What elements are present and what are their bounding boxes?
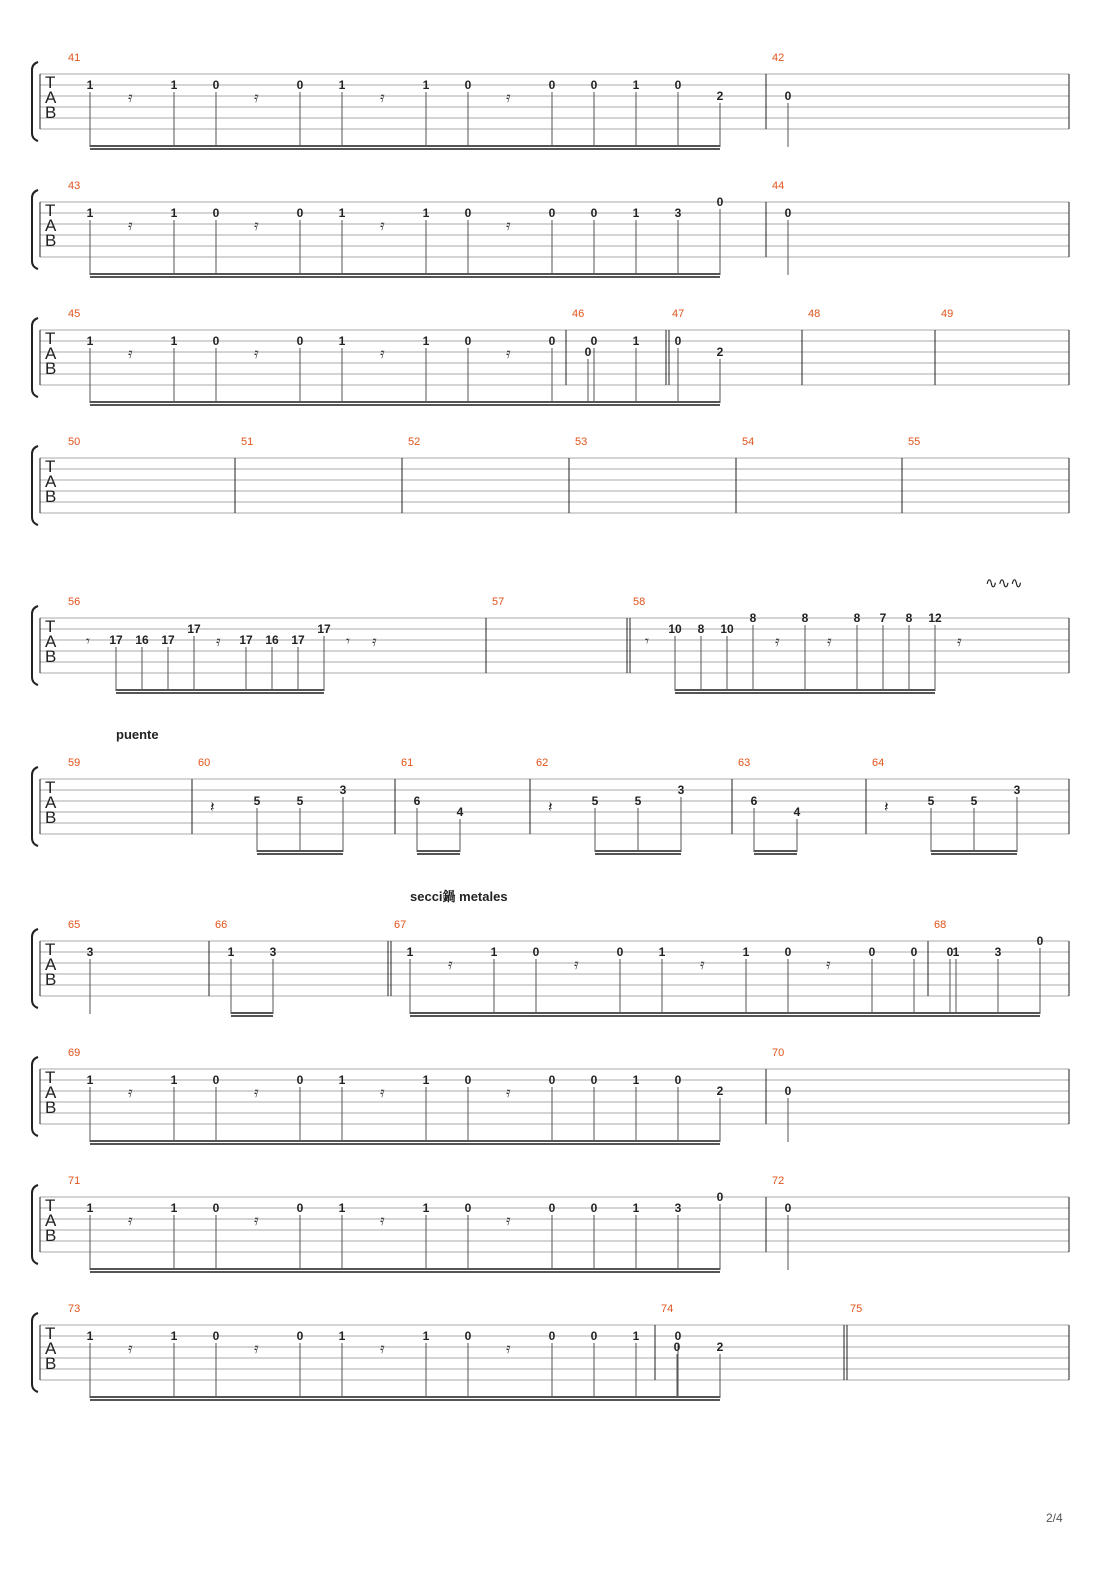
measure-number: 56 xyxy=(68,596,81,608)
measure-number: 71 xyxy=(68,1175,81,1187)
sixteenth-rest: 𝄿 xyxy=(216,632,221,650)
fret-number: 0 xyxy=(212,334,220,348)
fret-number: 1 xyxy=(422,1329,430,1343)
fret-number: 1 xyxy=(338,1329,346,1343)
fret-number: 17 xyxy=(239,633,253,647)
system-bracket xyxy=(32,1185,38,1264)
fret-number: 0 xyxy=(212,78,220,92)
measure-number: 67 xyxy=(394,919,407,931)
fret-number: 6 xyxy=(413,794,421,808)
fret-number: 1 xyxy=(86,1201,94,1215)
sixteenth-rest: 𝄿 xyxy=(254,344,259,362)
fret-number: 17 xyxy=(109,633,123,647)
fret-number: 0 xyxy=(212,1329,220,1343)
tab-clef-letter: A xyxy=(45,1211,57,1230)
fret-number: 0 xyxy=(464,1201,472,1215)
fret-number: 0 xyxy=(296,1201,304,1215)
fret-number: 0 xyxy=(673,1340,681,1354)
fret-number: 3 xyxy=(674,206,682,220)
fret-number: 1 xyxy=(227,945,235,959)
fret-number: 10 xyxy=(668,622,682,636)
system-bracket xyxy=(32,767,38,846)
fret-number: 1 xyxy=(338,334,346,348)
fret-number: 1 xyxy=(86,206,94,220)
fret-number: 12 xyxy=(928,611,942,625)
tab-clef-letter: T xyxy=(45,1324,56,1343)
fret-number: 1 xyxy=(422,206,430,220)
tab-clef-letter: T xyxy=(45,778,56,797)
measure-number: 52 xyxy=(408,436,421,448)
tab-clef-letter: A xyxy=(45,216,57,235)
tab-clef-letter: T xyxy=(45,617,56,636)
tab-clef-letter: T xyxy=(45,940,56,959)
fret-number: 3 xyxy=(677,783,685,797)
sixteenth-rest: 𝄿 xyxy=(380,1339,385,1357)
measure-number: 68 xyxy=(934,919,947,931)
fret-number: 1 xyxy=(422,1073,430,1087)
fret-number: 0 xyxy=(548,78,556,92)
fret-number: 0 xyxy=(616,945,624,959)
fret-number: 0 xyxy=(716,195,724,209)
fret-number: 3 xyxy=(1013,783,1021,797)
measure-number: 54 xyxy=(742,436,755,448)
fret-number: 0 xyxy=(910,945,918,959)
measure-number: 44 xyxy=(772,180,785,192)
measure-number: 70 xyxy=(772,1047,785,1059)
tab-clef-letter: B xyxy=(45,1226,57,1245)
fret-number: 2 xyxy=(716,1084,724,1098)
fret-number: 10 xyxy=(720,622,734,636)
fret-number: 3 xyxy=(339,783,347,797)
measure-number: 42 xyxy=(772,52,785,64)
sixteenth-rest: 𝄿 xyxy=(506,216,511,234)
fret-number: 1 xyxy=(170,1201,178,1215)
sixteenth-rest: 𝄾 xyxy=(86,632,90,650)
measure-number: 47 xyxy=(672,308,685,320)
measure-number: 75 xyxy=(850,1303,863,1315)
measure-number: 69 xyxy=(68,1047,81,1059)
sixteenth-rest: 𝄿 xyxy=(700,955,705,973)
fret-number: 0 xyxy=(784,206,792,220)
fret-number: 1 xyxy=(338,1201,346,1215)
tab-clef-letter: A xyxy=(45,1339,57,1358)
measure-number: 65 xyxy=(68,919,81,931)
measure-number: 63 xyxy=(738,757,751,769)
sixteenth-rest: 𝄿 xyxy=(128,216,133,234)
fret-number: 0 xyxy=(868,945,876,959)
system-bracket xyxy=(32,190,38,269)
fret-number: 1 xyxy=(658,945,666,959)
fret-number: 0 xyxy=(212,206,220,220)
fret-number: 16 xyxy=(265,633,279,647)
fret-number: 8 xyxy=(905,611,913,625)
tab-clef-letter: A xyxy=(45,88,57,107)
measure-number: 74 xyxy=(661,1303,674,1315)
measure-number: 46 xyxy=(572,308,585,320)
fret-number: 2 xyxy=(716,89,724,103)
sixteenth-rest: 𝄿 xyxy=(380,344,385,362)
sixteenth-rest: 𝄿 xyxy=(380,1083,385,1101)
fret-number: 1 xyxy=(422,78,430,92)
sixteenth-rest: 𝄿 xyxy=(380,216,385,234)
sixteenth-rest: 𝄿 xyxy=(128,344,133,362)
sixteenth-rest: 𝄿 xyxy=(254,1211,259,1229)
sixteenth-rest: 𝄿 xyxy=(506,1083,511,1101)
fret-number: 0 xyxy=(590,1073,598,1087)
fret-number: 5 xyxy=(927,794,935,808)
fret-number: 0 xyxy=(674,1329,682,1343)
quarter-rest: 𝄽 xyxy=(884,798,889,816)
fret-number: 1 xyxy=(422,334,430,348)
sixteenth-rest: 𝄾 xyxy=(645,632,649,650)
vibrato-mark: ∿∿∿ xyxy=(985,574,1023,592)
fret-number: 0 xyxy=(464,334,472,348)
fret-number: 3 xyxy=(86,945,94,959)
sixteenth-rest: 𝄿 xyxy=(372,632,377,650)
tab-clef-letter: B xyxy=(45,231,57,250)
tab-clef-letter: A xyxy=(45,344,57,363)
fret-number: 0 xyxy=(674,334,682,348)
measure-number: 48 xyxy=(808,308,821,320)
tab-clef-letter: T xyxy=(45,73,56,92)
tab-clef-letter: A xyxy=(45,1083,57,1102)
measure-number: 62 xyxy=(536,757,549,769)
sixteenth-rest: 𝄿 xyxy=(128,1083,133,1101)
system-bracket xyxy=(32,929,38,1008)
fret-number: 0 xyxy=(1036,934,1044,948)
tab-clef-letter: T xyxy=(45,201,56,220)
tab-clef-letter: B xyxy=(45,808,57,827)
quarter-rest: 𝄽 xyxy=(210,798,215,816)
sixteenth-rest: 𝄿 xyxy=(506,1339,511,1357)
measure-number: 61 xyxy=(401,757,414,769)
fret-number: 7 xyxy=(879,611,887,625)
fret-number: 1 xyxy=(338,206,346,220)
sixteenth-rest: 𝄿 xyxy=(775,632,780,650)
fret-number: 0 xyxy=(296,1073,304,1087)
fret-number: 2 xyxy=(716,345,724,359)
fret-number: 17 xyxy=(187,622,201,636)
section-label: puente xyxy=(116,727,159,742)
fret-number: 0 xyxy=(784,1201,792,1215)
sixteenth-rest: 𝄿 xyxy=(826,955,831,973)
sixteenth-rest: 𝄿 xyxy=(506,88,511,106)
fret-number: 5 xyxy=(296,794,304,808)
fret-number: 0 xyxy=(296,206,304,220)
sixteenth-rest: 𝄾 xyxy=(346,632,350,650)
sixteenth-rest: 𝄿 xyxy=(506,344,511,362)
measure-number: 59 xyxy=(68,757,81,769)
tab-clef-letter: B xyxy=(45,487,57,506)
sixteenth-rest: 𝄿 xyxy=(827,632,832,650)
fret-number: 8 xyxy=(749,611,757,625)
tab-clef-letter: A xyxy=(45,472,57,491)
fret-number: 0 xyxy=(784,945,792,959)
fret-number: 1 xyxy=(742,945,750,959)
page-number: 2/4 xyxy=(1046,1511,1063,1525)
sixteenth-rest: 𝄿 xyxy=(254,1083,259,1101)
fret-number: 3 xyxy=(269,945,277,959)
measure-number: 73 xyxy=(68,1303,81,1315)
fret-number: 0 xyxy=(674,78,682,92)
fret-number: 0 xyxy=(548,1329,556,1343)
fret-number: 1 xyxy=(632,1201,640,1215)
tab-clef-letter: T xyxy=(45,457,56,476)
fret-number: 0 xyxy=(548,1073,556,1087)
tab-clef-letter: B xyxy=(45,1098,57,1117)
sixteenth-rest: 𝄿 xyxy=(448,955,453,973)
sixteenth-rest: 𝄿 xyxy=(128,1211,133,1229)
measure-number: 72 xyxy=(772,1175,785,1187)
fret-number: 8 xyxy=(697,622,705,636)
tab-clef-letter: A xyxy=(45,793,57,812)
tab-clef-letter: A xyxy=(45,632,57,651)
section-label: secci鍋 metales xyxy=(410,889,508,904)
fret-number: 3 xyxy=(674,1201,682,1215)
sixteenth-rest: 𝄿 xyxy=(574,955,579,973)
measure-number: 66 xyxy=(215,919,228,931)
measure-number: 60 xyxy=(198,757,211,769)
tab-clef-letter: B xyxy=(45,647,57,666)
fret-number: 5 xyxy=(970,794,978,808)
fret-number: 0 xyxy=(784,89,792,103)
fret-number: 1 xyxy=(632,78,640,92)
fret-number: 1 xyxy=(632,334,640,348)
fret-number: 8 xyxy=(853,611,861,625)
fret-number: 4 xyxy=(793,805,801,819)
fret-number: 0 xyxy=(548,334,556,348)
fret-number: 1 xyxy=(632,1329,640,1343)
fret-number: 0 xyxy=(296,78,304,92)
measure-number: 58 xyxy=(633,596,646,608)
fret-number: 1 xyxy=(86,1073,94,1087)
fret-number: 2 xyxy=(716,1340,724,1354)
fret-number: 1 xyxy=(406,945,414,959)
fret-number: 17 xyxy=(161,633,175,647)
fret-number: 1 xyxy=(170,206,178,220)
sixteenth-rest: 𝄿 xyxy=(128,88,133,106)
fret-number: 0 xyxy=(590,206,598,220)
tab-clef-letter: B xyxy=(45,970,57,989)
system-bracket xyxy=(32,1057,38,1136)
fret-number: 0 xyxy=(464,78,472,92)
measure-number: 41 xyxy=(68,52,81,64)
sixteenth-rest: 𝄿 xyxy=(957,632,962,650)
fret-number: 0 xyxy=(548,206,556,220)
fret-number: 0 xyxy=(590,1329,598,1343)
measure-number: 64 xyxy=(872,757,885,769)
fret-number: 0 xyxy=(464,1073,472,1087)
fret-number: 0 xyxy=(674,1073,682,1087)
fret-number: 0 xyxy=(464,206,472,220)
fret-number: 0 xyxy=(296,1329,304,1343)
measure-number: 45 xyxy=(68,308,81,320)
fret-number: 5 xyxy=(634,794,642,808)
fret-number: 16 xyxy=(135,633,149,647)
fret-number: 1 xyxy=(952,945,960,959)
fret-number: 0 xyxy=(212,1073,220,1087)
fret-number: 1 xyxy=(86,78,94,92)
measure-number: 43 xyxy=(68,180,81,192)
measure-number: 55 xyxy=(908,436,921,448)
fret-number: 0 xyxy=(590,1201,598,1215)
fret-number: 3 xyxy=(994,945,1002,959)
measure-number: 51 xyxy=(241,436,254,448)
tab-clef-letter: B xyxy=(45,103,57,122)
fret-number: 0 xyxy=(584,345,592,359)
tab-clef-letter: T xyxy=(45,1196,56,1215)
measure-number: 49 xyxy=(941,308,954,320)
sixteenth-rest: 𝄿 xyxy=(506,1211,511,1229)
fret-number: 1 xyxy=(490,945,498,959)
measure-number: 57 xyxy=(492,596,505,608)
fret-number: 1 xyxy=(170,334,178,348)
fret-number: 1 xyxy=(170,1329,178,1343)
tab-clef-letter: B xyxy=(45,359,57,378)
fret-number: 4 xyxy=(456,805,464,819)
measure-number: 53 xyxy=(575,436,588,448)
tab-clef-letter: T xyxy=(45,329,56,348)
fret-number: 0 xyxy=(716,1190,724,1204)
fret-number: 1 xyxy=(338,78,346,92)
fret-number: 6 xyxy=(750,794,758,808)
system-bracket xyxy=(32,318,38,397)
fret-number: 5 xyxy=(253,794,261,808)
fret-number: 1 xyxy=(86,1329,94,1343)
fret-number: 8 xyxy=(801,611,809,625)
fret-number: 17 xyxy=(317,622,331,636)
measure-number: 50 xyxy=(68,436,81,448)
sixteenth-rest: 𝄿 xyxy=(128,1339,133,1357)
tab-clef-letter: T xyxy=(45,1068,56,1087)
fret-number: 5 xyxy=(591,794,599,808)
tab-clef-letter: B xyxy=(45,1354,57,1373)
fret-number: 1 xyxy=(338,1073,346,1087)
fret-number: 0 xyxy=(590,78,598,92)
fret-number: 1 xyxy=(632,1073,640,1087)
sixteenth-rest: 𝄿 xyxy=(380,1211,385,1229)
fret-number: 1 xyxy=(170,1073,178,1087)
fret-number: 0 xyxy=(548,1201,556,1215)
fret-number: 0 xyxy=(212,1201,220,1215)
system-bracket xyxy=(32,1313,38,1392)
fret-number: 1 xyxy=(86,334,94,348)
fret-number: 17 xyxy=(291,633,305,647)
sixteenth-rest: 𝄿 xyxy=(380,88,385,106)
tab-clef-letter: A xyxy=(45,955,57,974)
fret-number: 1 xyxy=(632,206,640,220)
sixteenth-rest: 𝄿 xyxy=(254,216,259,234)
fret-number: 0 xyxy=(784,1084,792,1098)
system-bracket xyxy=(32,62,38,141)
fret-number: 0 xyxy=(590,334,598,348)
fret-number: 0 xyxy=(532,945,540,959)
quarter-rest: 𝄽 xyxy=(548,798,553,816)
system-bracket xyxy=(32,446,38,525)
fret-number: 1 xyxy=(422,1201,430,1215)
system-bracket xyxy=(32,606,38,685)
sixteenth-rest: 𝄿 xyxy=(254,88,259,106)
fret-number: 0 xyxy=(296,334,304,348)
fret-number: 0 xyxy=(464,1329,472,1343)
sixteenth-rest: 𝄿 xyxy=(254,1339,259,1357)
fret-number: 0 xyxy=(946,945,954,959)
fret-number: 1 xyxy=(170,78,178,92)
